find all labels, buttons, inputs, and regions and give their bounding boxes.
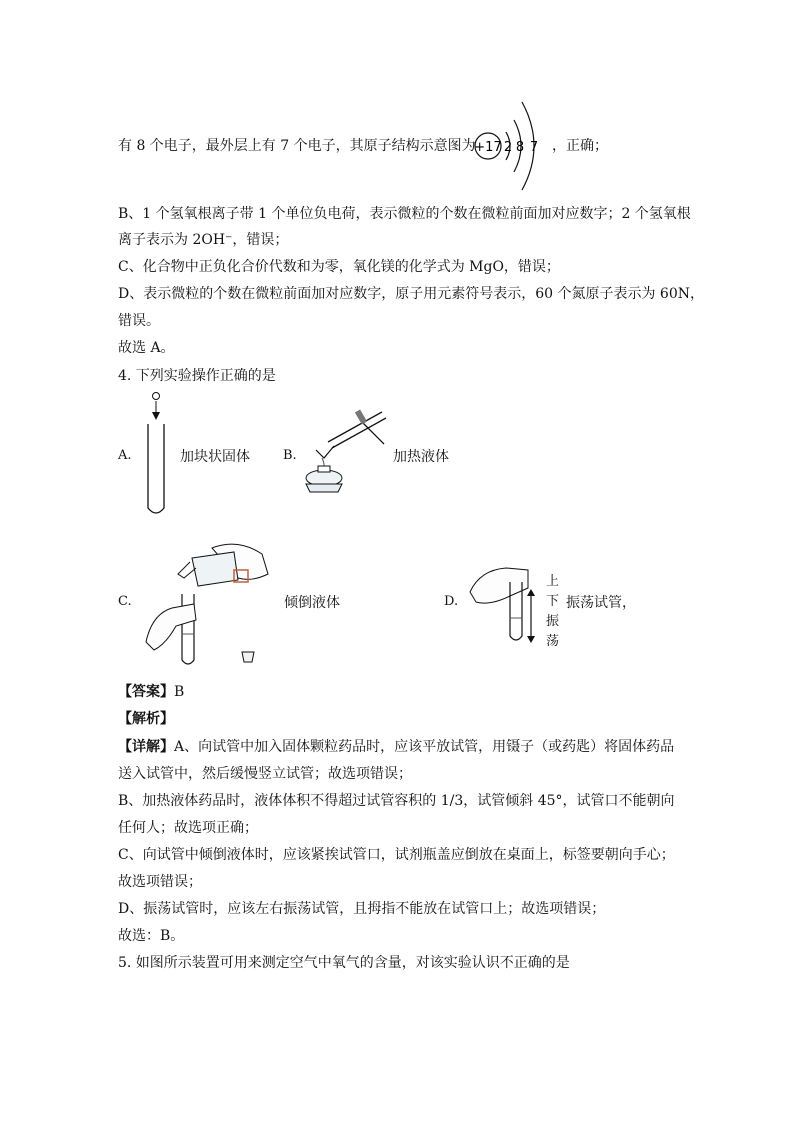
q3-choice: 故选 A。 bbox=[118, 340, 175, 356]
option-a-text: 加块状固体 bbox=[180, 449, 250, 465]
option-b-label: B. bbox=[283, 448, 297, 463]
option-d-text: 振荡试管， bbox=[566, 595, 636, 611]
q5-stem: 5. 如图所示装置可用来测定空气中氧气的含量，对该实验认识不正确的是 bbox=[118, 955, 570, 971]
d-label-up: 上 bbox=[546, 574, 560, 589]
q3-line1-after: ，正确； bbox=[552, 138, 608, 154]
option-c-text: 倾倒液体 bbox=[284, 595, 340, 611]
q3-line-d2: 错误。 bbox=[118, 313, 160, 329]
q3-line-c: C、化合物中正负化合价代数和为零，氧化镁的化学式为 MgO，错误； bbox=[118, 259, 560, 275]
detail-a2: 送入试管中，然后缓慢竖立试管；故选项错误； bbox=[118, 766, 412, 782]
q4-choice: 故选：B。 bbox=[118, 928, 185, 944]
q3-line-d1: D、表示微粒的个数在微粒前面加对应数字，原子用元素符号表示，60 个氮原子表示为 60N， bbox=[118, 286, 705, 302]
answer-value: B bbox=[174, 684, 185, 700]
detail-c2: 故选项错误； bbox=[118, 874, 202, 890]
option-a-figure bbox=[138, 388, 178, 518]
q3-line1 bbox=[118, 136, 476, 156]
shell-1-electrons: 2 bbox=[503, 140, 513, 155]
shell-3-electrons: 7 bbox=[529, 140, 539, 155]
d-label-dang: 荡 bbox=[546, 634, 560, 649]
q3-line-b2: 离子表示为 2OH⁻，错误； bbox=[118, 232, 289, 248]
q3-line-b1: B、1 个氢氧根离子带 1 个单位负电荷，表示微粒的个数在微粒前面加对应数字；2 个氢氧根 bbox=[118, 206, 691, 222]
detail-a-line bbox=[118, 737, 674, 757]
detail-b: B、加热液体药品时，液体体积不得超过试管容积的 1/3，试管倾斜 45°，试管口不能朝向 bbox=[118, 793, 675, 809]
detail-tag: 【详解】 bbox=[118, 739, 174, 755]
option-c-label: C. bbox=[118, 594, 132, 609]
detail-c: C、向试管中倾倒液体时，应该紧挨试管口，试剂瓶盖应倒放在桌面上，标签要朝向手心； bbox=[118, 847, 675, 863]
option-a-label: A. bbox=[118, 448, 132, 463]
option-b-figure bbox=[298, 406, 393, 496]
d-label-zhen: 振 bbox=[546, 614, 560, 629]
q4-stem: 4. 下列实验操作正确的是 bbox=[118, 368, 276, 384]
d-label-down: 下 bbox=[546, 594, 560, 609]
shell-2-electrons: 8 bbox=[515, 140, 525, 155]
answer-line bbox=[118, 682, 184, 702]
detail-a-text: A、向试管中加入固体颗粒药品时，应该平放试管，用镊子（或药匙）将固体药品 bbox=[174, 739, 675, 755]
up-down-arrow-icon bbox=[524, 588, 538, 644]
option-d-label: D. bbox=[444, 594, 459, 609]
detail-d: D、振荡试管时，应该左右振荡试管，且拇指不能放在试管口上；故选项错误； bbox=[118, 901, 606, 917]
analysis-tag: 【解析】 bbox=[118, 711, 174, 727]
answer-tag: 【答案】 bbox=[118, 684, 174, 700]
q3-line1-before: 有 8 个电子，最外层上有 7 个电子，其原子结构示意图为 bbox=[118, 138, 476, 154]
option-c-figure bbox=[142, 534, 272, 669]
option-b-text: 加热液体 bbox=[393, 449, 449, 465]
detail-b2: 任何人；故选项正确； bbox=[118, 820, 258, 836]
atom-structure-diagram bbox=[468, 96, 548, 196]
nucleus-charge: +17 bbox=[474, 140, 502, 155]
